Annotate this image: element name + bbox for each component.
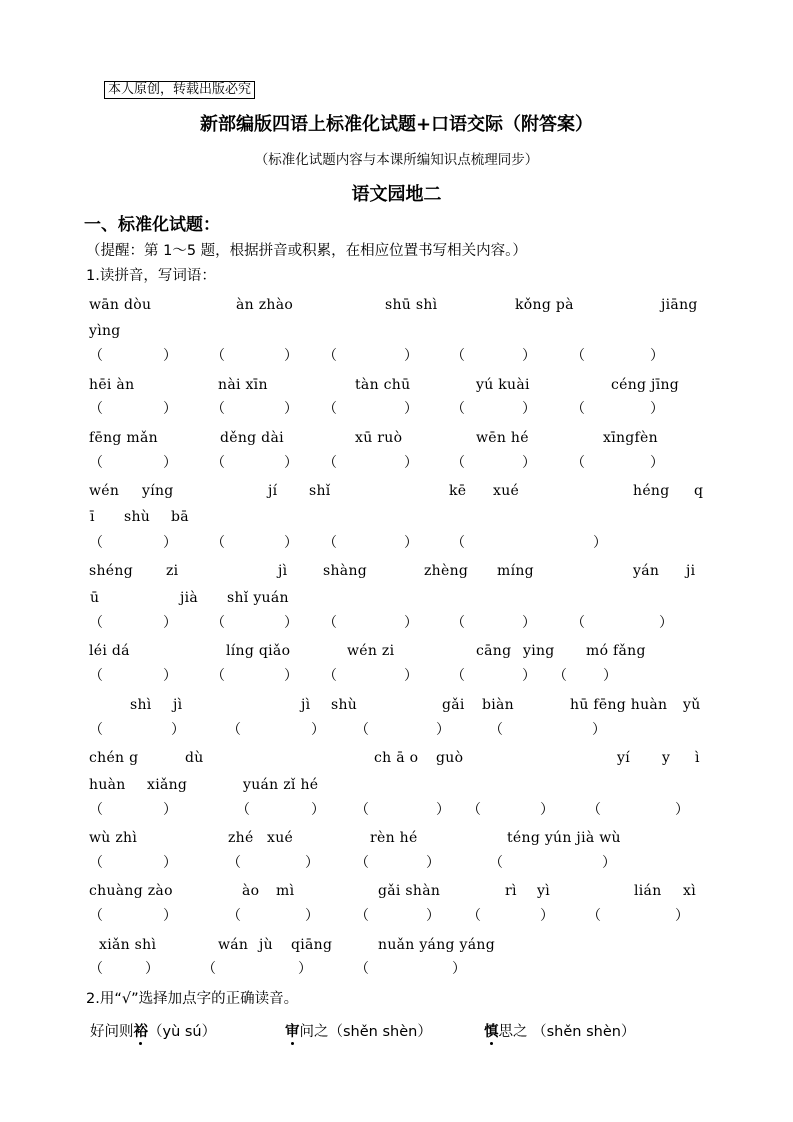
reading-option-2 — [285, 1020, 432, 1041]
pinyin-word: shù — [331, 697, 358, 713]
answer-blank-open: （ — [211, 615, 225, 631]
pinyin-word: chuàng zào — [89, 883, 173, 899]
answer-blank-open: （ — [202, 961, 216, 977]
answer-blank-close: ） — [522, 455, 536, 471]
pinyin-word: wán — [218, 937, 249, 953]
answer-blank-open: （ — [571, 455, 585, 471]
answer-blank-open: （ — [587, 802, 601, 818]
pinyin-word: jù — [259, 937, 273, 953]
answer-blank-close: ） — [659, 615, 673, 631]
answer-blank-close: ） — [311, 802, 325, 818]
pinyin-word: ì — [695, 750, 700, 766]
pinyin-word: wén zi — [347, 643, 395, 659]
answer-blank-open: （ — [587, 908, 601, 924]
pinyin-word: shū shì — [385, 297, 438, 313]
pinyin-word: gǎi — [442, 697, 465, 713]
answer-blank-close: ） — [404, 668, 418, 684]
answer-blank-close: ） — [145, 961, 159, 977]
answer-blank-open: （ — [451, 455, 465, 471]
pinyin-word: yìng — [89, 323, 121, 339]
reading-option-1 — [90, 1020, 216, 1041]
answer-blank-close: ） — [436, 722, 450, 738]
pinyin-word: y — [662, 750, 671, 766]
answer-blank-close: ） — [436, 802, 450, 818]
pinyin-word: ī — [90, 509, 95, 525]
pinyin-word: yí — [617, 750, 630, 766]
answer-blank-open: （ — [451, 348, 465, 364]
answer-blank-close: ） — [592, 722, 606, 738]
answer-blank-close: ） — [675, 908, 689, 924]
dotted-character: 审 — [285, 1024, 300, 1040]
instruction-note: （提醒：第 1～5 题，根据拼音或积累，在相应位置书写相关内容。） — [86, 243, 527, 259]
answer-blank-close: ） — [675, 802, 689, 818]
answer-blank-close: ） — [540, 802, 554, 818]
pinyin-word: ji — [686, 563, 696, 579]
pinyin-word: nuǎn yáng yáng — [378, 937, 495, 953]
pinyin-word: jí — [268, 483, 278, 499]
answer-blank-open: （ — [355, 908, 369, 924]
answer-blank-open: （ — [89, 455, 103, 471]
pinyin-word: kǒng pà — [515, 297, 574, 313]
option-pinyin-choices: （yù sú） — [148, 1024, 217, 1040]
answer-blank-close: ） — [452, 961, 466, 977]
answer-blank-close: ） — [284, 455, 298, 471]
answer-blank-close: ） — [522, 615, 536, 631]
pinyin-word: shǐ — [309, 483, 331, 499]
answer-blank-open: （ — [89, 348, 103, 364]
answer-blank-open: （ — [89, 802, 103, 818]
answer-blank-open: （ — [89, 722, 103, 738]
question-1-label: 1.读拼音，写词语： — [86, 268, 216, 284]
answer-blank-open: （ — [323, 535, 337, 551]
answer-blank-close: ） — [650, 401, 664, 417]
pinyin-word: xīngfèn — [603, 430, 658, 446]
answer-blank-close: ） — [284, 535, 298, 551]
pinyin-word: gǎi shàn — [378, 883, 441, 899]
pinyin-word: lián — [634, 883, 662, 899]
pinyin-word: ū — [90, 590, 100, 606]
pinyin-word: guò — [436, 750, 464, 766]
answer-blank-close: ） — [650, 348, 664, 364]
pinyin-word: tàn chū — [355, 377, 411, 393]
pinyin-word: huàn — [89, 777, 126, 793]
answer-blank-open: （ — [227, 908, 241, 924]
pinyin-word: ying — [523, 643, 555, 659]
answer-blank-open: （ — [467, 908, 481, 924]
answer-blank-close: ） — [298, 961, 312, 977]
pinyin-word: míng — [497, 563, 534, 579]
option-prefix: 好问则 — [90, 1024, 134, 1040]
pinyin-word: xì — [683, 883, 696, 899]
answer-blank-close: ） — [404, 401, 418, 417]
option-pinyin-choices: 思之 （shěn shèn） — [498, 1024, 636, 1040]
answer-blank-open: （ — [236, 802, 250, 818]
answer-blank-open: （ — [211, 348, 225, 364]
pinyin-word: yì — [537, 883, 550, 899]
answer-blank-open: （ — [323, 455, 337, 471]
answer-blank-open: （ — [489, 855, 503, 871]
pinyin-word: chén g — [89, 750, 139, 766]
answer-blank-close: ） — [163, 908, 177, 924]
answer-blank-open: （ — [211, 668, 225, 684]
answer-blank-open: （ — [323, 348, 337, 364]
pinyin-word: rì — [505, 883, 517, 899]
answer-blank-close: ） — [311, 722, 325, 738]
pinyin-word: shì — [130, 697, 152, 713]
document-subtitle: （标准化试题内容与本课所编知识点梳理同步） — [254, 152, 539, 168]
answer-blank-close: ） — [603, 668, 617, 684]
pinyin-word: hū fēng huàn — [570, 697, 668, 713]
pinyin-word: shǐ yuán — [227, 590, 289, 606]
pinyin-word: fēng mǎn — [89, 430, 158, 446]
pinyin-word: mó fǎng — [586, 643, 646, 659]
question-2-label: 2.用“√”选择加点字的正确读音。 — [86, 991, 299, 1007]
answer-blank-open: （ — [355, 722, 369, 738]
answer-blank-close: ） — [163, 455, 177, 471]
answer-blank-open: （ — [211, 455, 225, 471]
pinyin-word: biàn — [482, 697, 515, 713]
answer-blank-open: （ — [451, 535, 465, 551]
answer-blank-open: （ — [355, 855, 369, 871]
answer-blank-close: ） — [602, 855, 616, 871]
answer-blank-close: ） — [426, 908, 440, 924]
pinyin-word: bā — [171, 509, 189, 525]
pinyin-word: wù zhì — [89, 830, 138, 846]
answer-blank-close: ） — [404, 348, 418, 364]
answer-blank-close: ） — [593, 535, 607, 551]
answer-blank-close: ） — [650, 455, 664, 471]
answer-blank-open: （ — [89, 908, 103, 924]
pinyin-word: héng — [633, 483, 670, 499]
answer-blank-close: ） — [163, 535, 177, 551]
answer-blank-close: ） — [305, 908, 319, 924]
answer-blank-open: （ — [571, 348, 585, 364]
pinyin-word: céng jīng — [611, 377, 680, 393]
answer-blank-close: ） — [404, 615, 418, 631]
answer-blank-open: （ — [451, 668, 465, 684]
pinyin-word: léi dá — [89, 643, 130, 659]
pinyin-word: jì — [173, 697, 183, 713]
pinyin-word: àn zhào — [236, 297, 294, 313]
pinyin-word: xiǎn shì — [99, 937, 157, 953]
pinyin-word: ào — [242, 883, 260, 899]
pinyin-word: kē — [449, 483, 467, 499]
answer-blank-close: ） — [171, 722, 185, 738]
answer-blank-close: ） — [522, 401, 536, 417]
answer-blank-open: （ — [467, 802, 481, 818]
pinyin-word: shù — [124, 509, 151, 525]
pinyin-word: zhé — [228, 830, 254, 846]
pinyin-word: qiāng — [291, 937, 333, 953]
pinyin-word: q — [694, 483, 704, 499]
pinyin-word: shàng — [323, 563, 368, 579]
answer-blank-close: ） — [163, 615, 177, 631]
dotted-character: 裕 — [133, 1024, 148, 1040]
answer-blank-close: ） — [404, 455, 418, 471]
pinyin-word: xué — [493, 483, 520, 499]
answer-blank-close: ） — [522, 348, 536, 364]
answer-blank-close: ） — [163, 802, 177, 818]
pinyin-word: líng qiǎo — [226, 643, 291, 659]
answer-blank-close: ） — [404, 535, 418, 551]
answer-blank-open: （ — [89, 615, 103, 631]
dotted-character: 慎 — [484, 1024, 499, 1040]
section-heading: 一、标准化试题： — [84, 215, 220, 235]
pinyin-word: xū ruò — [355, 430, 403, 446]
pinyin-word: yú kuài — [476, 377, 530, 393]
answer-blank-close: ） — [284, 401, 298, 417]
copyright-box: 本人原创，转载出版必究 — [104, 81, 255, 99]
pinyin-word: shéng — [89, 563, 133, 579]
answer-blank-close: ） — [540, 908, 554, 924]
pinyin-word: téng yún jià wù — [507, 830, 621, 846]
answer-blank-close: ） — [163, 401, 177, 417]
answer-blank-open: （ — [89, 961, 103, 977]
pinyin-word: yǔ — [683, 697, 701, 713]
pinyin-word: jià — [180, 590, 199, 606]
reading-option-3 — [484, 1020, 635, 1041]
pinyin-word: rèn hé — [370, 830, 418, 846]
answer-blank-open: （ — [355, 802, 369, 818]
answer-blank-close: ） — [426, 855, 440, 871]
pinyin-word: ch ā o — [374, 750, 419, 766]
answer-blank-open: （ — [553, 668, 567, 684]
answer-blank-open: （ — [227, 855, 241, 871]
answer-blank-open: （ — [451, 401, 465, 417]
answer-blank-open: （ — [323, 615, 337, 631]
answer-blank-open: （ — [355, 961, 369, 977]
pinyin-word: wēn hé — [476, 430, 529, 446]
pinyin-word: hēi àn — [89, 377, 135, 393]
pinyin-word: yán — [633, 563, 660, 579]
pinyin-word: cāng — [476, 643, 512, 659]
pinyin-word: xué — [267, 830, 294, 846]
pinyin-word: děng dài — [220, 430, 284, 446]
answer-blank-close: ） — [284, 668, 298, 684]
unit-title: 语文园地二 — [351, 184, 442, 205]
pinyin-word: jì — [301, 697, 311, 713]
answer-blank-open: （ — [89, 668, 103, 684]
answer-blank-open: （ — [451, 615, 465, 631]
answer-blank-close: ） — [305, 855, 319, 871]
answer-blank-close: ） — [284, 615, 298, 631]
pinyin-word: mì — [276, 883, 295, 899]
pinyin-word: yuán zǐ hé — [243, 777, 319, 793]
answer-blank-open: （ — [211, 535, 225, 551]
answer-blank-open: （ — [571, 615, 585, 631]
pinyin-word: zi — [166, 563, 179, 579]
answer-blank-open: （ — [89, 855, 103, 871]
answer-blank-open: （ — [89, 535, 103, 551]
answer-blank-open: （ — [89, 401, 103, 417]
pinyin-word: dù — [185, 750, 204, 766]
pinyin-word: yíng — [142, 483, 174, 499]
answer-blank-close: ） — [284, 348, 298, 364]
pinyin-word: zhèng — [424, 563, 469, 579]
pinyin-word: wén — [89, 483, 120, 499]
pinyin-word: jì — [278, 563, 288, 579]
pinyin-word: jiāng — [661, 297, 698, 313]
answer-blank-open: （ — [571, 401, 585, 417]
option-pinyin-choices: 问之（shěn shèn） — [299, 1024, 432, 1040]
answer-blank-open: （ — [323, 668, 337, 684]
answer-blank-close: ） — [163, 348, 177, 364]
answer-blank-open: （ — [323, 401, 337, 417]
pinyin-word: nài xīn — [218, 377, 268, 393]
answer-blank-open: （ — [489, 722, 503, 738]
document-title: 新部编版四语上标准化试题+口语交际（附答案） — [199, 114, 594, 135]
answer-blank-open: （ — [211, 401, 225, 417]
pinyin-word: xiǎng — [147, 777, 188, 793]
answer-blank-open: （ — [227, 722, 241, 738]
answer-blank-close: ） — [163, 668, 177, 684]
answer-blank-close: ） — [163, 855, 177, 871]
pinyin-word: wān dòu — [89, 297, 152, 313]
answer-blank-close: ） — [522, 668, 536, 684]
